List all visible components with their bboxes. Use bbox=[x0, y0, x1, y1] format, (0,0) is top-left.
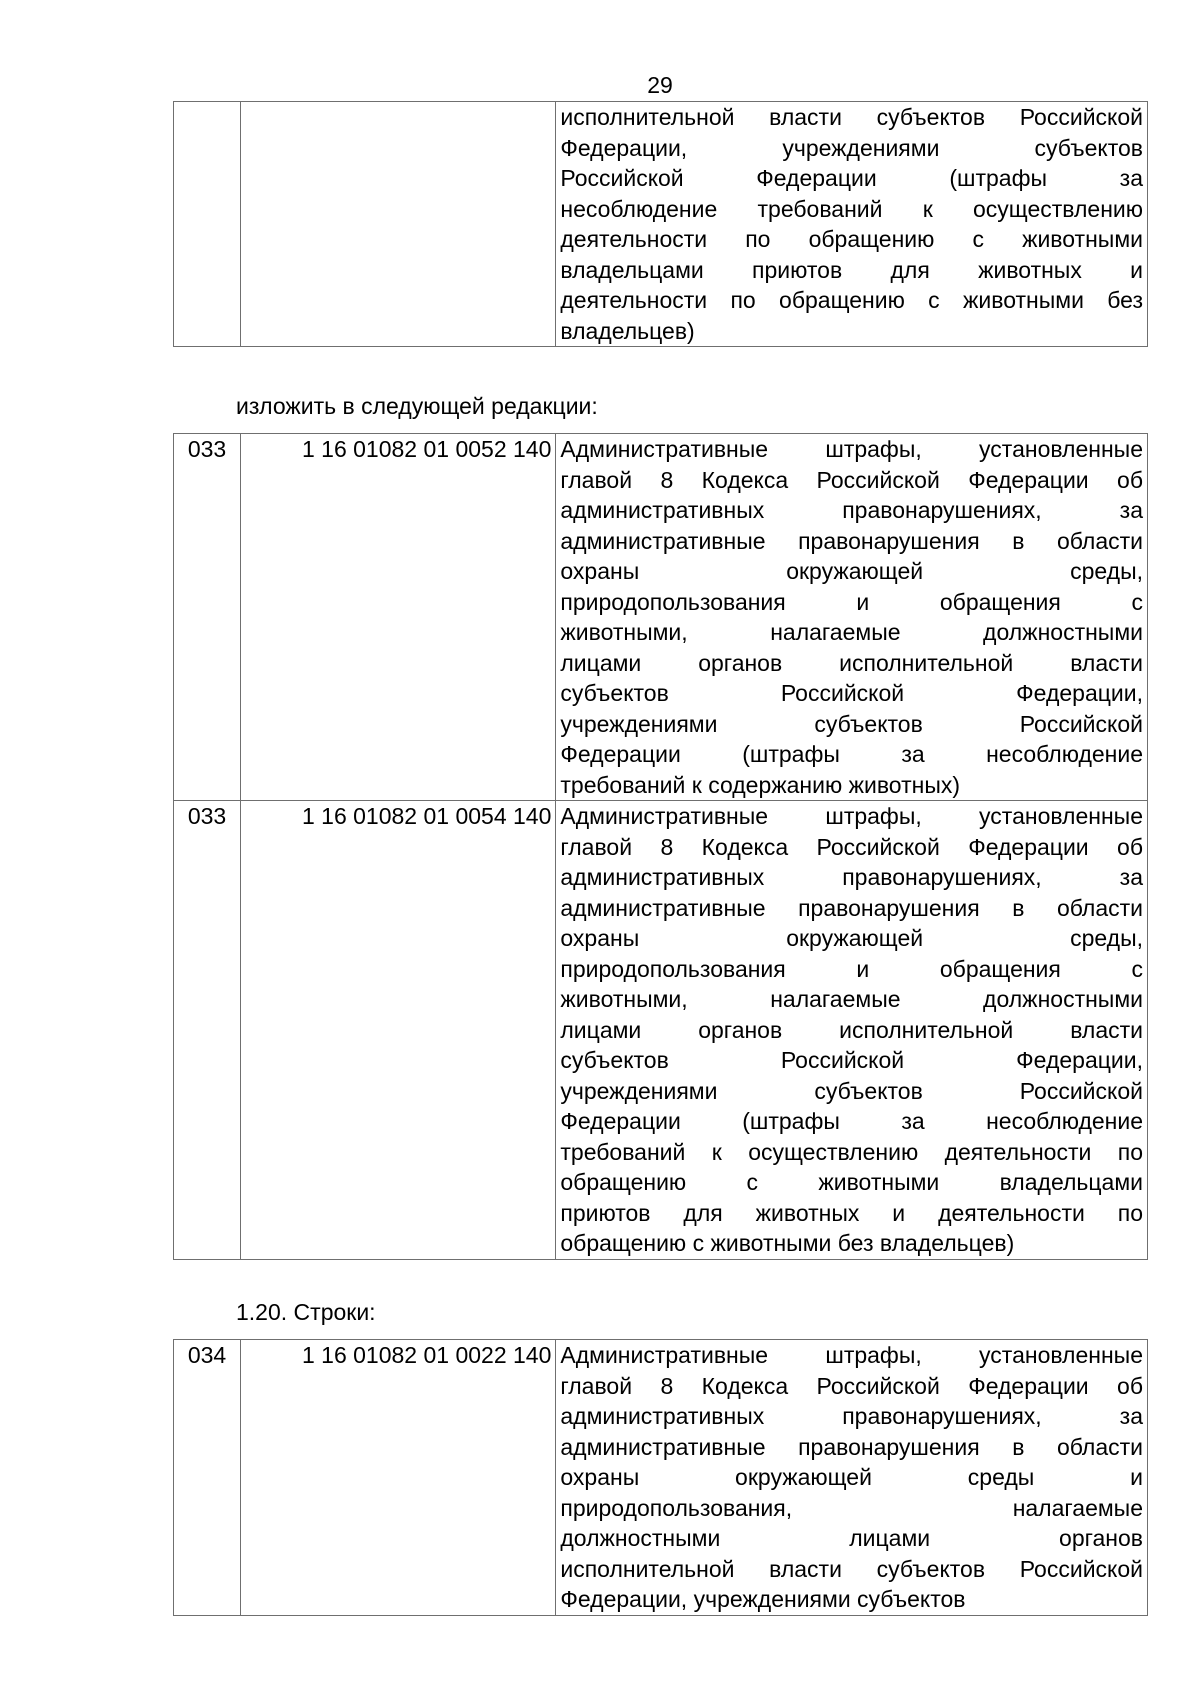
admin-code-cell: 033 bbox=[174, 801, 241, 1260]
admin-code-cell bbox=[174, 102, 241, 347]
description-line: Федерации, учреждениями субъектов bbox=[560, 1586, 966, 1612]
table-row bbox=[174, 434, 1148, 801]
admin-code-cell: 033 bbox=[174, 434, 241, 801]
description-line: охраны окружающей среды, bbox=[560, 558, 1143, 584]
description-line: Российской Федерации (штрафы за bbox=[560, 165, 1143, 191]
page-number: 29 bbox=[647, 72, 673, 98]
description-line: приютов для животных и деятельности по bbox=[560, 1199, 1143, 1226]
description-line: субъектов Российской Федерации, bbox=[560, 1047, 1143, 1073]
description-line: лицами органов исполнительной власти bbox=[560, 1016, 1143, 1043]
description-line: деятельности по обращению с животными bbox=[560, 226, 1143, 252]
instruction-paragraph: изложить в следующей редакции: bbox=[236, 393, 598, 419]
description-line: охраны окружающей среды и bbox=[560, 1464, 1143, 1490]
description-cell bbox=[556, 102, 1148, 347]
description-line: главой 8 Кодекса Российской Федерации об bbox=[560, 1372, 1143, 1399]
description-line: административных правонарушениях, за bbox=[560, 1403, 1143, 1429]
description-line: требований к осуществлению деятельности по bbox=[560, 1138, 1143, 1165]
table-row bbox=[174, 1340, 1148, 1616]
description-line: обращению с животными без владельцев) bbox=[560, 1230, 1015, 1256]
description-line: учреждениями субъектов Российской bbox=[560, 710, 1143, 737]
description-line: Федерации (штрафы за несоблюдение bbox=[560, 741, 1143, 767]
description-line: Федерации (штрафы за несоблюдение bbox=[560, 1108, 1143, 1134]
description-line: животными, налагаемые должностными bbox=[560, 619, 1143, 645]
description-line: административные правонарушения в области bbox=[560, 527, 1143, 554]
description-line: должностными лицами органов bbox=[560, 1525, 1143, 1551]
description-cell bbox=[556, 434, 1148, 801]
description-line: главой 8 Кодекса Российской Федерации об bbox=[560, 466, 1143, 493]
table-row bbox=[174, 102, 1148, 347]
kbk-code-cell: 1 16 01082 01 0022 140 bbox=[241, 1340, 556, 1616]
description-line: Федерации, учреждениями субъектов bbox=[560, 134, 1143, 161]
description-line: административных правонарушениях, за bbox=[560, 497, 1143, 523]
description-line: исполнительной власти субъектов Российской bbox=[560, 104, 1143, 130]
description-line: природопользования, налагаемые bbox=[560, 1494, 1143, 1521]
kbk-code-cell: 1 16 01082 01 0052 140 bbox=[241, 434, 556, 801]
kbk-code-cell: 1 16 01082 01 0054 140 bbox=[241, 801, 556, 1260]
description-line: деятельности по обращению с животными без bbox=[560, 287, 1143, 313]
description-line: обращению с животными владельцами bbox=[560, 1169, 1143, 1195]
description-line: природопользования и обращения с bbox=[560, 588, 1143, 615]
description-line: административные правонарушения в области bbox=[560, 1433, 1143, 1460]
budget-table-new-edition bbox=[173, 433, 1148, 1260]
description-line: субъектов Российской Федерации, bbox=[560, 680, 1143, 706]
description-line: владельцами приютов для животных и bbox=[560, 256, 1143, 283]
section-heading-1-20: 1.20. Строки: bbox=[236, 1299, 376, 1325]
description-cell bbox=[556, 801, 1148, 1260]
budget-table-continuation bbox=[173, 101, 1148, 347]
kbk-code-cell bbox=[241, 102, 556, 347]
description-line: административные правонарушения в области bbox=[560, 894, 1143, 921]
description-line: Административные штрафы, установленные bbox=[560, 1342, 1143, 1368]
admin-code-cell: 034 bbox=[174, 1340, 241, 1616]
description-line: исполнительной власти субъектов Российской bbox=[560, 1555, 1143, 1582]
description-line: главой 8 Кодекса Российской Федерации об bbox=[560, 833, 1143, 860]
description-line: охраны окружающей среды, bbox=[560, 925, 1143, 951]
description-line: лицами органов исполнительной власти bbox=[560, 649, 1143, 676]
description-line: животными, налагаемые должностными bbox=[560, 986, 1143, 1012]
description-line: требований к содержанию животных) bbox=[560, 771, 961, 798]
description-line: несоблюдение требований к осуществлению bbox=[560, 195, 1143, 222]
description-line: владельцев) bbox=[560, 317, 695, 344]
description-line: Административные штрафы, установленные bbox=[560, 803, 1143, 829]
description-line: административных правонарушениях, за bbox=[560, 864, 1143, 890]
table-row bbox=[174, 801, 1148, 1260]
description-line: учреждениями субъектов Российской bbox=[560, 1077, 1143, 1104]
description-cell bbox=[556, 1340, 1148, 1616]
description-line: природопользования и обращения с bbox=[560, 955, 1143, 982]
budget-table-rows bbox=[173, 1339, 1148, 1616]
description-line: Административные штрафы, установленные bbox=[560, 436, 1143, 462]
